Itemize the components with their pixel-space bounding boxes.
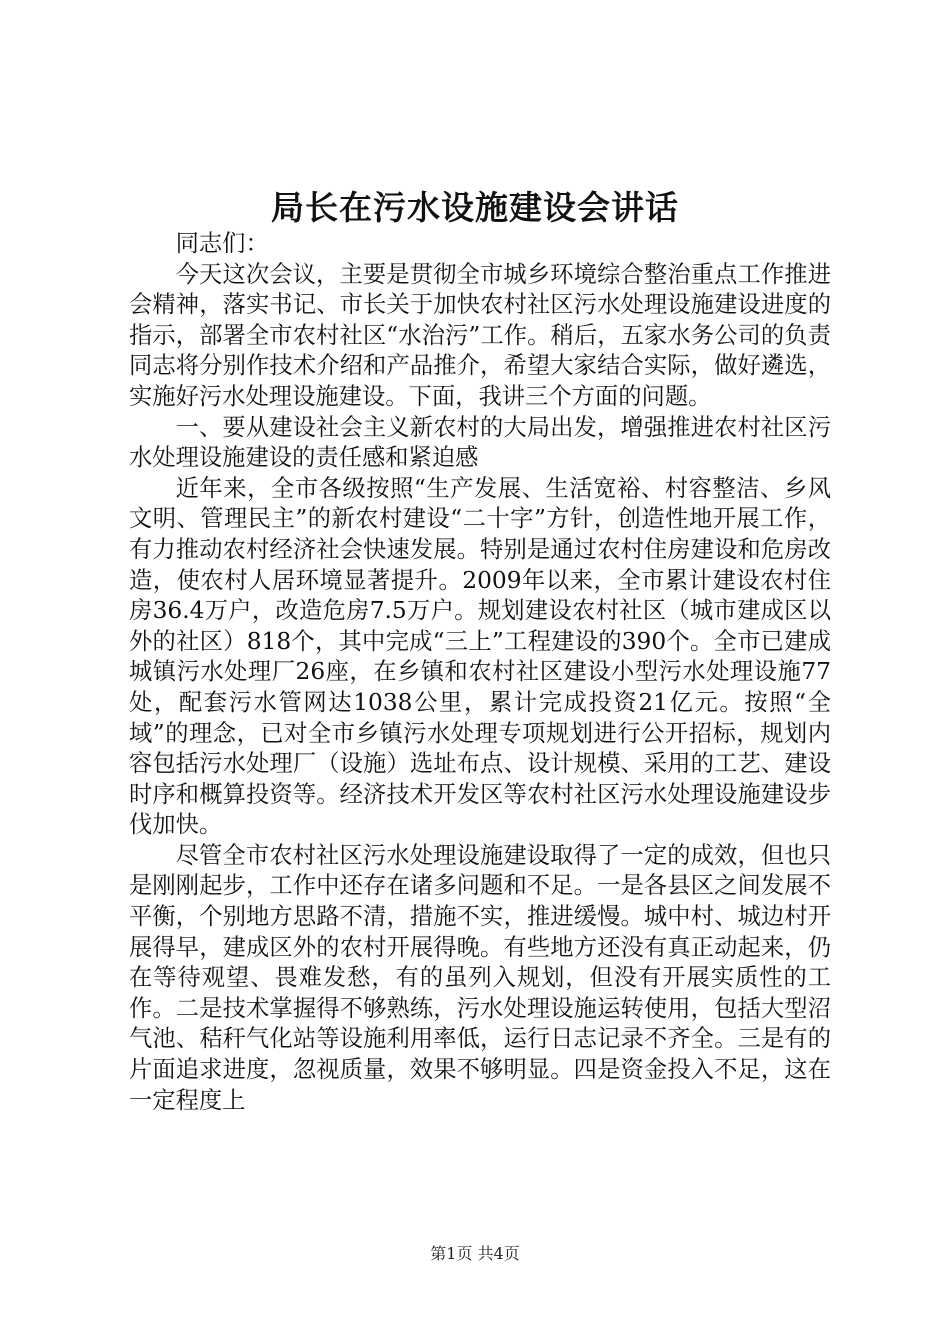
- paragraph-intro: 今天这次会议，主要是贯彻全市城乡环境综合整治重点工作推进会精神，落实书记、市长关于加快农村社区污水处理设施建设进度的指示，部署全市农村社区“水治污”工作。稍后，五家水务公司的负责同志将分别作技术介绍和产品推介，希望大家结合实际，做好遴选，实施好污水处理设施建设。下面，我讲三个方面的问题。: [129, 260, 831, 410]
- paragraph-progress: 近年来，全市各级按照“生产发展、生活宽裕、村容整洁、乡风文明、管理民主”的新农村建设“二十字”方针，创造性地开展工作，有力推动农村经济社会快速发展。特别是通过农村住房建设和危房改造，使农村人居环境显著提升。2009年以来，全市累计建设农村住房36.4万户，改造危房7.5万户。规划建设农村社区（城市建成区以外的社区）818个，其中完成“三上”工程建设的390个。全市已建成城镇污水处理厂26座，在乡镇和农村社区建设小型污水处理设施77处，配套污水管网达1038公里，累计完成投资21亿元。按照“全域”的理念，已对全市乡镇污水处理专项规划进行公开招标，规划内容包括污水处理厂（设施）选址布点、设计规模、采用的工艺、建设时序和概算投资等。经济技术开发区等农村社区污水处理设施建设步伐加快。: [129, 474, 831, 839]
- page-footer: 第1页 共4页: [430, 1244, 520, 1263]
- section-heading-1: 一、要从建设社会主义新农村的大局出发，增强推进农村社区污水处理设施建设的责任感和紧迫感: [129, 413, 831, 472]
- salutation: 同志们：: [175, 230, 269, 257]
- document-body: [129, 229, 831, 1116]
- document-title: 局长在污水设施建设会讲话: [271, 188, 679, 227]
- paragraph-problems: 尽管全市农村社区污水处理设施建设取得了一定的成效，但也只是刚刚起步，工作中还存在诸多问题和不足。一是各县区之间发展不平衡，个别地方思路不清，措施不实，推进缓慢。城中村、城边村开展得早，建成区外的农村开展得晚。有些地方还没有真正动起来，仍在等待观望、畏难发愁，有的虽列入规划，但没有开展实质性的工作。二是技术掌握得不够熟练，污水处理设施运转使用，包括大型沼气池、秸秆气化站等设施利用率低，运行日志记录不齐全。三是有的片面追求进度，忽视质量，效果不够明显。四是资金投入不足，这在一定程度上: [129, 841, 831, 1114]
